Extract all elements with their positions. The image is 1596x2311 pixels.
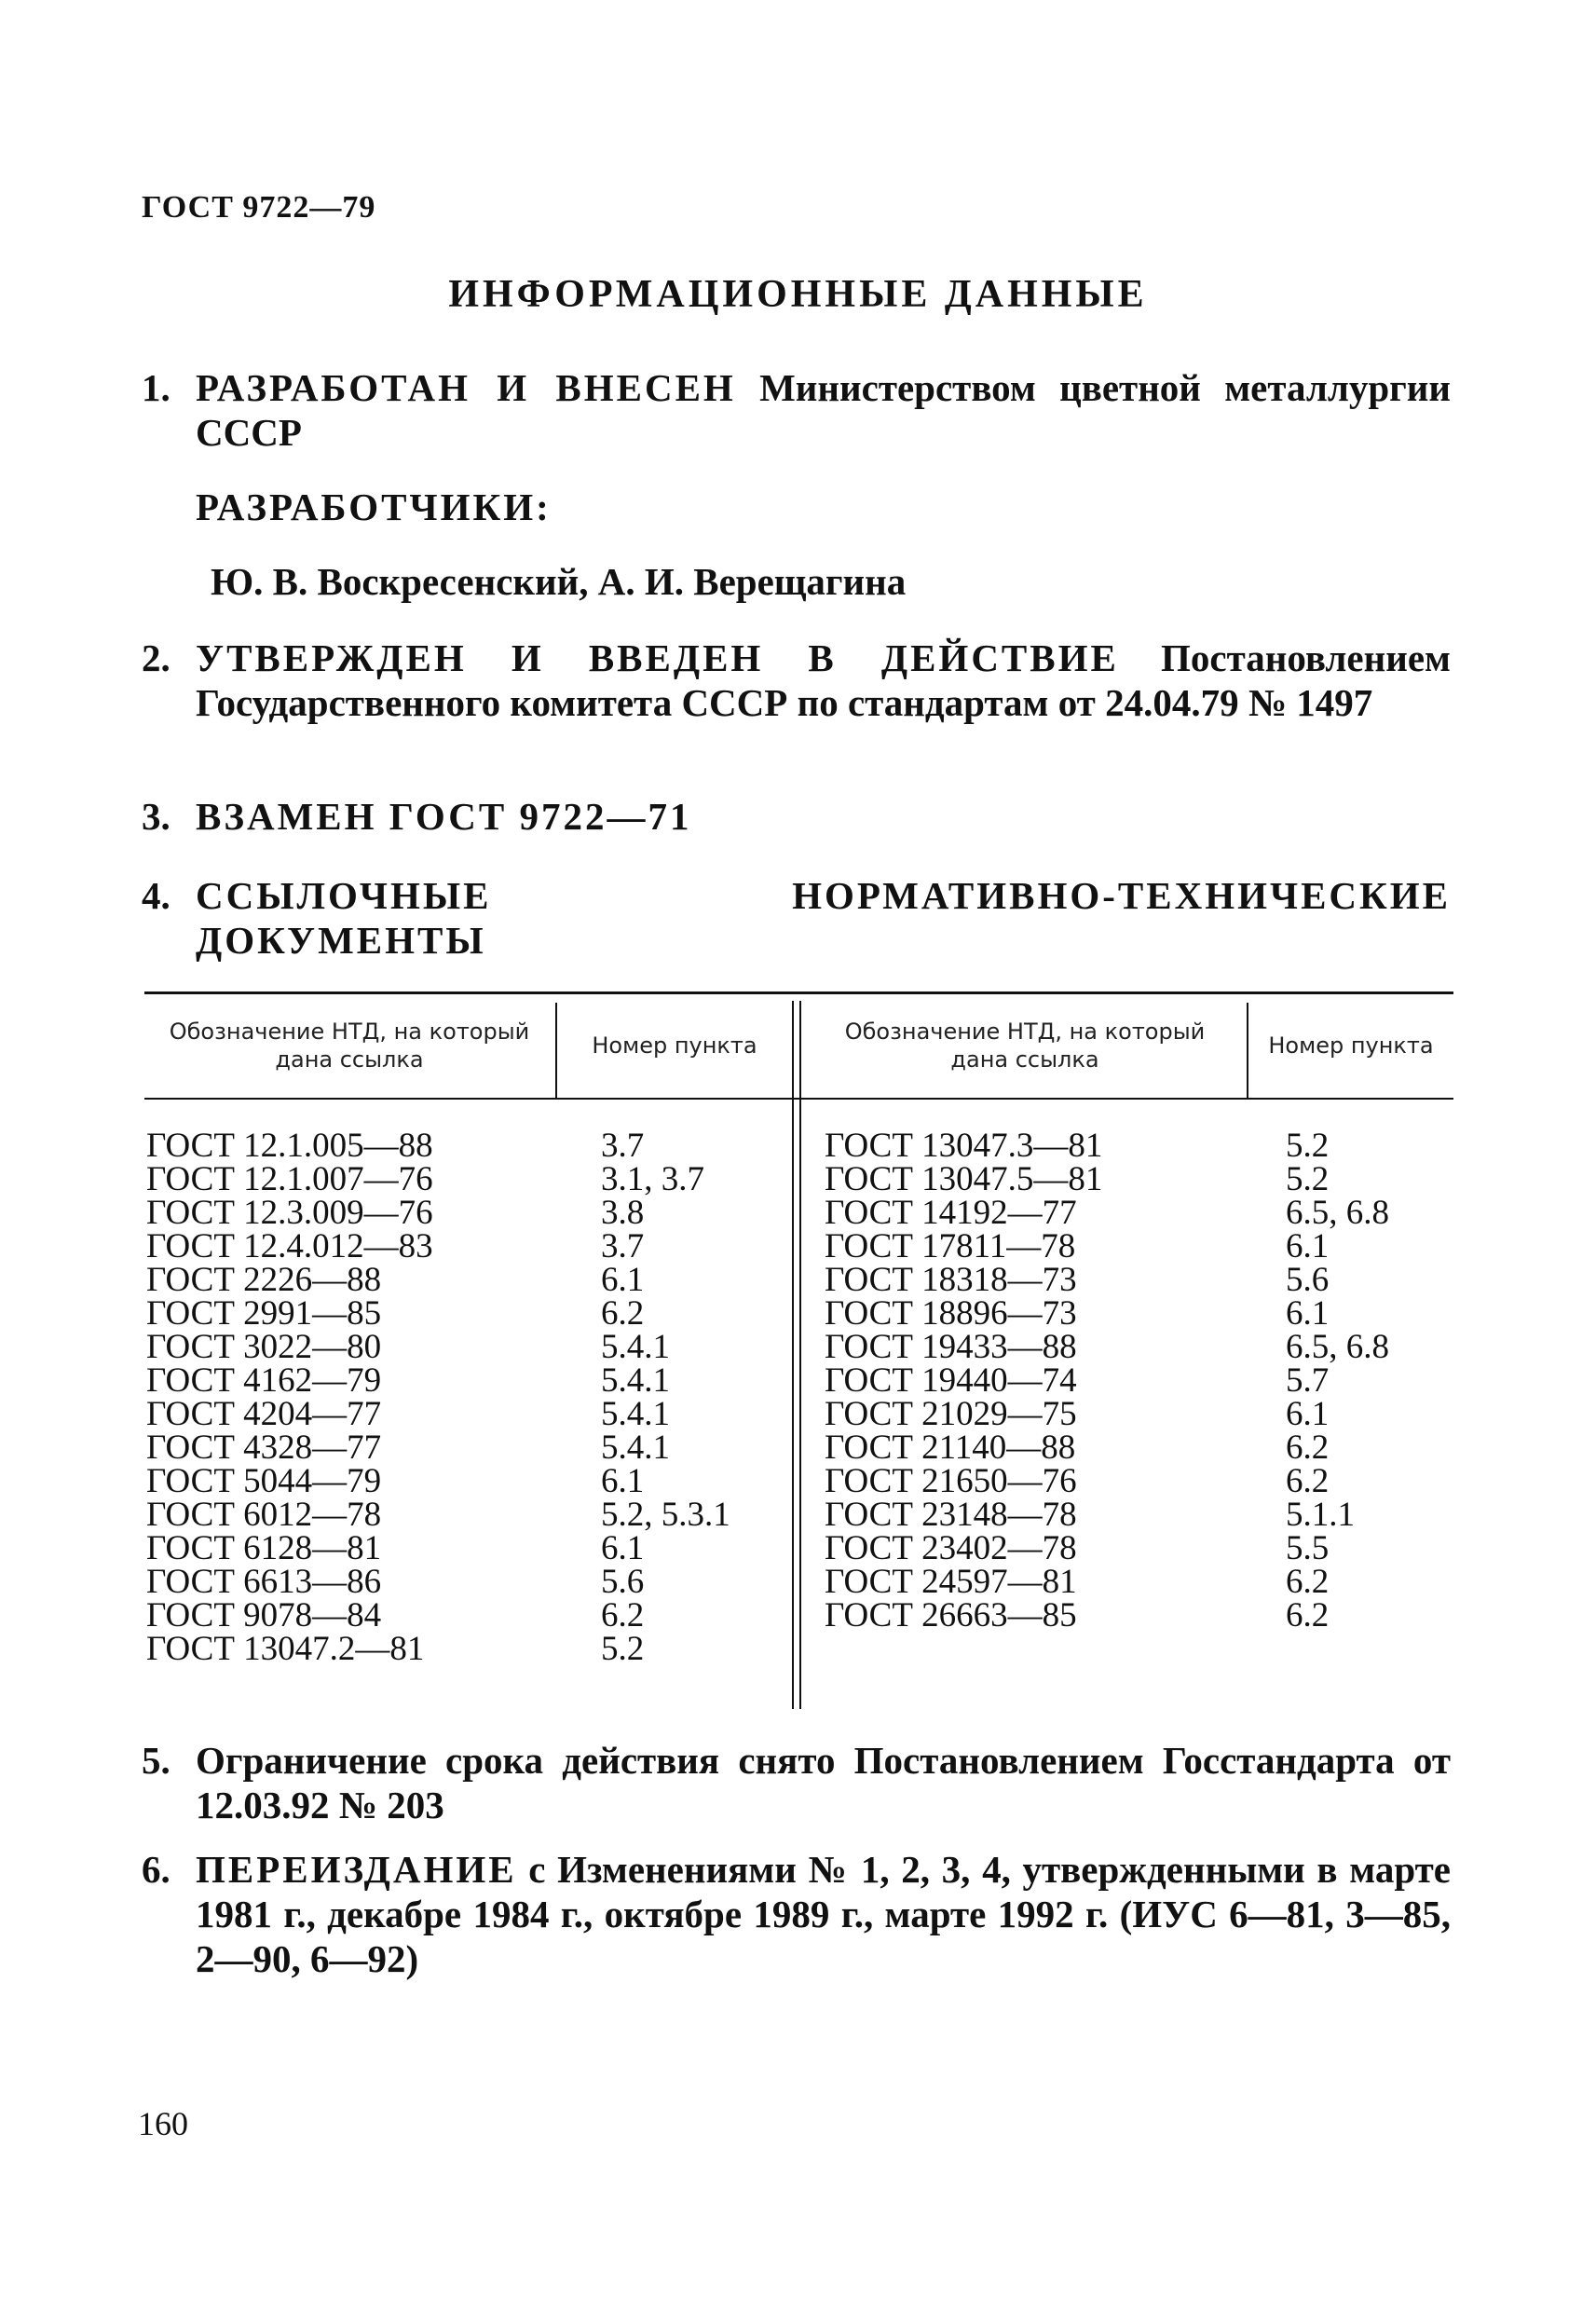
clause-number: 3.8 [601, 1194, 645, 1232]
clause-number: 5.1.1 [1286, 1496, 1355, 1534]
clause-number: 6.2 [1286, 1429, 1330, 1467]
developers-names: Ю. В. Воскресенский, А. И. Верещагина [211, 560, 907, 603]
clause-number: 5.2, 5.3.1 [601, 1496, 730, 1534]
clause-number: 5.2 [601, 1630, 645, 1668]
clause-number: 6.1 [1286, 1227, 1330, 1265]
clause-number: 6.1 [601, 1462, 645, 1500]
reference-table [144, 991, 1453, 1709]
doc-reference: ГОСТ 24597—81 [825, 1563, 1077, 1601]
doc-reference: ГОСТ 6012—78 [146, 1496, 382, 1534]
doc-reference: ГОСТ 21650—76 [825, 1462, 1077, 1500]
column-divider [792, 1001, 794, 1709]
doc-reference: ГОСТ 18896—73 [825, 1294, 1077, 1333]
item-number: 1. [142, 366, 171, 409]
clause-number: 5.2 [1286, 1160, 1330, 1198]
clause-number: 5.4.1 [601, 1395, 670, 1433]
clause-number: 6.5, 6.8 [1286, 1194, 1389, 1232]
doc-reference: ГОСТ 12.4.012—83 [146, 1227, 433, 1265]
doc-reference: ГОСТ 4328—77 [146, 1429, 382, 1467]
doc-reference: ГОСТ 4204—77 [146, 1395, 382, 1433]
page-number: 160 [138, 2105, 188, 2142]
clause-number: 3.7 [601, 1227, 645, 1265]
doc-reference: ГОСТ 6613—86 [146, 1563, 382, 1601]
doc-reference: ГОСТ 19433—88 [825, 1328, 1077, 1366]
doc-reference: ГОСТ 12.3.009—76 [146, 1194, 433, 1232]
doc-reference: ГОСТ 2226—88 [146, 1261, 382, 1299]
clause-number: 6.1 [601, 1529, 645, 1567]
clause-number: 5.4.1 [601, 1328, 670, 1366]
doc-reference: ГОСТ 6128—81 [146, 1529, 382, 1567]
doc-reference: ГОСТ 21029—75 [825, 1395, 1077, 1433]
clause-number: 6.5, 6.8 [1286, 1328, 1389, 1366]
doc-reference: ГОСТ 26663—85 [825, 1596, 1077, 1634]
doc-reference: ГОСТ 4162—79 [146, 1361, 382, 1400]
doc-reference: ГОСТ 18318—73 [825, 1261, 1077, 1299]
clause-number: 5.2 [1286, 1127, 1330, 1165]
info-item-6 [142, 1847, 1451, 1981]
clause-number: 6.2 [601, 1596, 645, 1634]
doc-reference: ГОСТ 13047.2—81 [146, 1630, 425, 1668]
column-header-clause: Номер пункта [1268, 1032, 1434, 1059]
left-clause-column [601, 1129, 730, 1666]
column-header-ntd: Обозначение НТД, на который дана ссылка [169, 1019, 530, 1073]
doc-reference: ГОСТ 2991—85 [146, 1294, 382, 1333]
column-divider [799, 1001, 801, 1709]
clause-number: 5.6 [1286, 1261, 1330, 1299]
item-number: 3. [142, 795, 171, 838]
column-divider [555, 1003, 557, 1100]
item-body [196, 365, 1451, 455]
doc-reference: ГОСТ 17811—78 [825, 1227, 1076, 1265]
item-number: 6. [142, 1848, 171, 1891]
doc-reference: ГОСТ 13047.5—81 [825, 1160, 1103, 1198]
column-header-clause: Номер пункта [592, 1032, 757, 1059]
item-number: 5. [142, 1739, 171, 1782]
item-body [196, 1738, 1451, 1827]
doc-reference: ГОСТ 9078—84 [146, 1596, 382, 1634]
clause-number: 5.6 [601, 1563, 645, 1601]
clause-number: 6.1 [1286, 1294, 1330, 1333]
item-body [196, 636, 1451, 725]
item-lead: УТВЕРЖДЕН И ВВЕДЕН В ДЕЙСТВИЕ [196, 636, 1119, 679]
clause-number: 5.7 [1286, 1361, 1330, 1400]
right-clause-column [1286, 1129, 1389, 1633]
item-lead: ССЫЛОЧНЫЕ НОРМАТИВНО-ТЕХНИЧЕСКИЕ ДОКУМЕНТЫ [196, 874, 1451, 962]
item-lead: ВЗАМЕН ГОСТ 9722—71 [196, 795, 692, 838]
item-text: Постановлением Государственного комитета СССР по стандартам от 24.04.79 № 1497 [196, 636, 1451, 724]
doc-reference: ГОСТ 13047.3—81 [825, 1127, 1103, 1165]
left-doc-column [146, 1129, 433, 1666]
clause-number: 3.1, 3.7 [601, 1160, 704, 1198]
page-title: ИНФОРМАЦИОННЫЕ ДАННЫЕ [448, 273, 1148, 316]
doc-reference: ГОСТ 23402—78 [825, 1529, 1077, 1567]
developers-heading: РАЗРАБОТЧИКИ: [196, 485, 552, 528]
doc-reference: ГОСТ 12.1.005—88 [146, 1127, 433, 1165]
doc-reference: ГОСТ 14192—77 [825, 1194, 1077, 1232]
item-body [196, 1847, 1451, 1981]
info-item-1 [142, 365, 1451, 455]
doc-reference: ГОСТ 19440—74 [825, 1361, 1077, 1400]
clause-number: 6.2 [1286, 1563, 1330, 1601]
clause-number: 5.4.1 [601, 1361, 670, 1400]
item-text: Министерством цветной металлургии СССР [196, 366, 1451, 454]
info-item-5 [142, 1738, 1451, 1827]
clause-number: 3.7 [601, 1127, 645, 1165]
right-doc-column [825, 1129, 1102, 1633]
item-text: Ограничение срока действия снято Постановлением Госстандарта от 12.03.92 № 203 [196, 1739, 1451, 1826]
item-body [196, 873, 1451, 963]
item-body [196, 794, 1451, 839]
clause-number: 5.4.1 [601, 1429, 670, 1467]
document-code: ГОСТ 9722—79 [142, 190, 376, 225]
item-text: с Изменениями № 1, 2, 3, 4, утвержденными в марте 1981 г., декабре 1984 г., октябре 1989 г., марте 1992 г. (ИУС 6—81, 3—85, 2—90, 6—92) [196, 1848, 1451, 1980]
item-number: 4. [142, 874, 171, 917]
clause-number: 6.1 [601, 1261, 645, 1299]
doc-reference: ГОСТ 3022—80 [146, 1328, 382, 1366]
clause-number: 6.2 [1286, 1462, 1330, 1500]
clause-number: 6.2 [1286, 1596, 1330, 1634]
table-top-rule [144, 991, 1453, 994]
doc-reference: ГОСТ 23148—78 [825, 1496, 1077, 1534]
clause-number: 6.1 [1286, 1395, 1330, 1433]
info-item-4 [142, 873, 1451, 963]
item-lead: ПЕРЕИЗДАНИЕ [196, 1848, 517, 1891]
column-header-ntd: Обозначение НТД, на который дана ссылка [844, 1019, 1206, 1073]
doc-reference: ГОСТ 5044—79 [146, 1462, 382, 1500]
doc-reference: ГОСТ 12.1.007—76 [146, 1160, 433, 1198]
doc-reference: ГОСТ 21140—88 [825, 1429, 1076, 1467]
item-number: 2. [142, 636, 171, 679]
info-item-3 [142, 794, 1451, 839]
clause-number: 6.2 [601, 1294, 645, 1333]
info-item-2 [142, 636, 1451, 725]
clause-number: 5.5 [1286, 1529, 1330, 1567]
item-lead: РАЗРАБОТАН И ВНЕСЕН [196, 366, 736, 409]
